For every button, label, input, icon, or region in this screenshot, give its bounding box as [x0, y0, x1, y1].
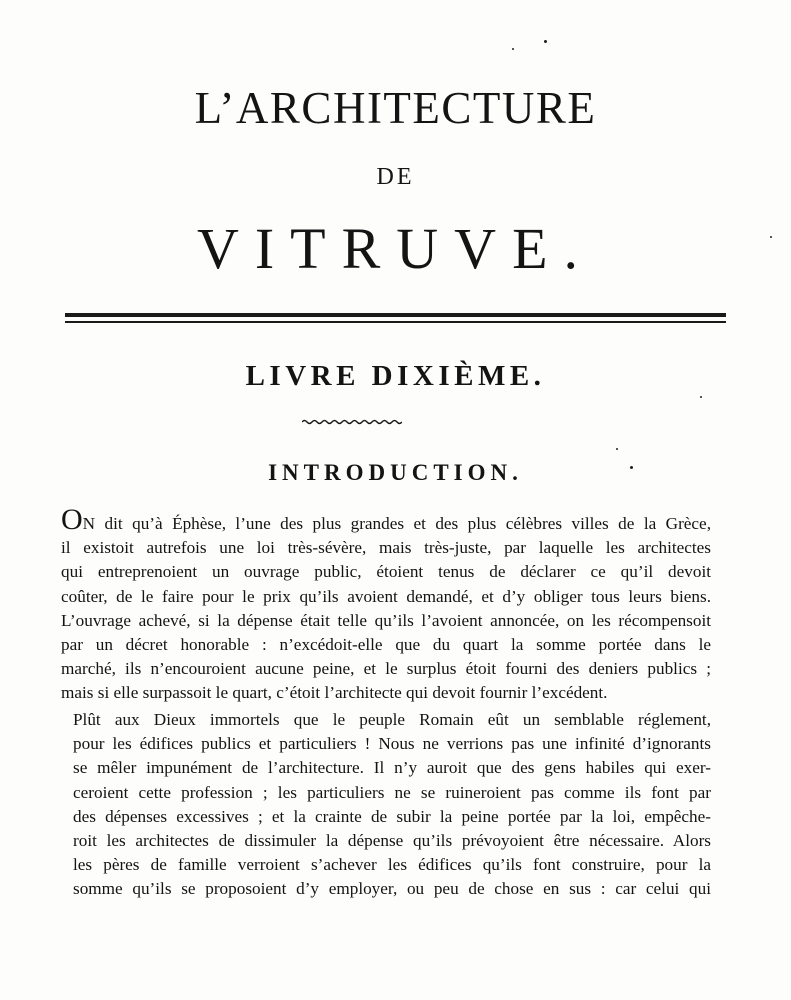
divider-thin — [65, 321, 726, 323]
divider-thick — [65, 313, 726, 317]
print-speck — [770, 236, 772, 238]
print-speck — [544, 40, 547, 43]
paragraph-line: somme qu’ils se proposoient d’y employer, ou peu de chose en sus : car celui qui — [73, 879, 711, 899]
title-connector: DE — [376, 164, 415, 190]
author-name: VITRUVE. — [196, 216, 594, 281]
paragraph-line: marché, ils n’encouroient aucune peine, et le surplus étoit fourni des deniers publics ; — [61, 659, 711, 679]
paragraph-line: roit les architectes de dissimuler la dépense qu’ils prévoyoient être nécessaire. Alors — [73, 831, 711, 851]
paragraph-line: qui entreprenoient un ouvrage public, étoient tenus de déclarer ce qu’il devoit — [61, 562, 711, 582]
print-speck — [630, 466, 633, 469]
paragraph-line: des dépenses excessives ; et la crainte de subir la peine portée par la loi, empêche- — [73, 806, 711, 826]
paragraph-1 — [61, 503, 711, 706]
ornament-wave-rule — [302, 418, 402, 426]
paragraph-2 — [61, 708, 711, 902]
print-speck — [512, 48, 514, 50]
paragraph-line: pour les édifices publics et particuliers ! Nous ne verrions pas une infinité d’ignorants — [73, 734, 711, 754]
paragraph-line: Plût aux Dieux immortels que le peuple Romain eût un semblable réglement, — [73, 710, 711, 729]
paragraph-line: mais si elle surpassoit le quart, c’étoit l’architecte qui devoit fournir l’excédent. — [61, 683, 608, 703]
print-speck — [700, 396, 702, 398]
section-title: INTRODUCTION. — [268, 460, 523, 485]
paragraph-line: il existoit autrefois une loi très-sévère, mais très-juste, par laquelle les architectes — [61, 538, 711, 558]
book-title: LIVRE DIXIÈME. — [245, 360, 546, 392]
print-speck — [616, 448, 618, 450]
paragraph-line: ceroient cette profession ; les particuliers ne se ruineroient pas comme ils font par — [73, 782, 711, 802]
paragraph-line: les pères de famille verroient s’achever les édifices qu’ils font construire, pour la — [73, 855, 711, 875]
line-text: N dit qu’à Éphèse, l’une des plus grandes et des plus célèbres villes de la Grèce, — [82, 514, 711, 533]
paragraph-line: coûter, de le faire pour le prix qu’ils avoient demandé, et d’y obliger tous leurs biens. — [61, 586, 711, 606]
paragraph-line: se mêler impunément de l’architecture. Il n’y auroit que des gens habiles qui exer- — [73, 758, 711, 778]
paragraph-line: par un décret honorable : n’excédoit-elle que du quart la somme portée dans le — [61, 635, 711, 655]
main-title: L’ARCHITECTURE — [194, 83, 597, 133]
paragraph-line: L’ouvrage achevé, si la dépense était telle qu’ils l’avoient annoncée, on les récompensoit — [61, 610, 711, 630]
drop-cap: O — [61, 503, 83, 536]
paragraph-line — [61, 503, 711, 536]
